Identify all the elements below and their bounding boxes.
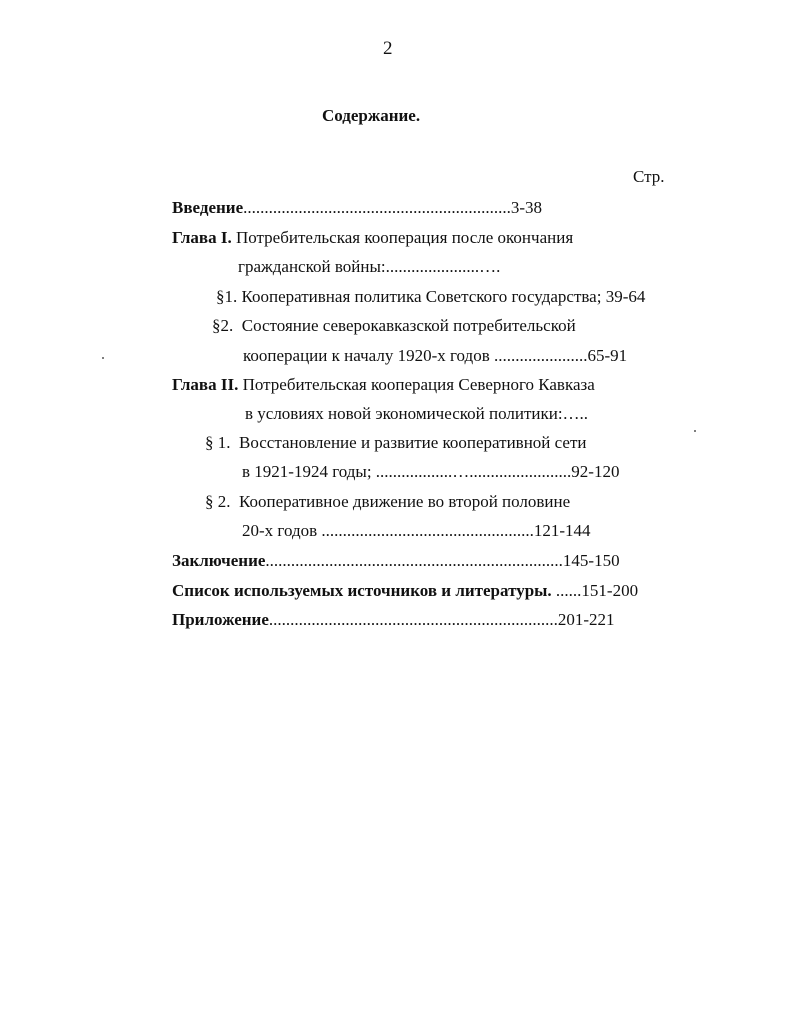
toc-appendix-label: Приложение [172,610,269,629]
toc-ch2-section-2-line2: 20-х годов ..................................................121-144 [242,521,591,540]
toc-entry-appendix [172,610,615,630]
toc-ch1-section-2-line2: кооперации к началу 1920-х годов ......................65-91 [243,346,628,365]
toc-sources-leader: ...... [551,581,582,600]
page-number: 2 [383,38,393,59]
toc-appendix-pages: 201-221 [557,610,615,629]
toc-conclusion-label: Заключение [172,551,266,570]
toc-entry-chapter-1 [172,228,573,248]
toc-ch2-section-1-line2: в 1921-1924 годы; ..................…........................92-120 [242,462,620,481]
toc-entry-sources [172,581,638,601]
toc-sources-pages: 151-200 [581,581,639,600]
toc-ch1-title-line1: Потребительская кооперация после окончания [231,228,574,247]
page-column-header: Стр. [633,167,665,186]
toc-conclusion-pages: 145-150 [562,551,620,570]
toc-entry-conclusion [172,551,620,571]
toc-intro-pages: 3-38 [510,198,543,217]
toc-ch2-title-line1: Потребительская кооперация Северного Кавказа [238,375,595,394]
scan-speck [694,430,696,432]
toc-ch1-title-line2: гражданской войны:......................…. [238,257,501,276]
toc-ch2-prefix: Глава II. [172,375,239,394]
toc-intro-label: Введение [172,198,244,217]
toc-sources-label: Список используемых источников и литературы. [172,581,552,600]
toc-entry-ch2-section-2: § 2. Кооперативное движение во второй половине [205,492,571,511]
toc-ch2-title-line2: в условиях новой экономической политики:….. [245,404,589,423]
toc-entry-ch1-section-1: §1. Кооперативная политика Советского государства; 39-64 [216,287,646,306]
page-title: Содержание. [322,106,421,125]
toc-ch1-prefix: Глава I. [172,228,232,247]
toc-appendix-leader: .................................................................... [268,610,558,629]
toc-conclusion-leader: ...................................................................... [265,551,563,570]
toc-entry-ch2-section-1: § 1. Восстановление и развитие кооперативной сети [205,433,587,452]
toc-entry-intro [172,198,542,218]
toc-intro-leader: ............................................................... [243,198,511,217]
toc-entry-ch1-section-2: §2. Состояние северокавказской потребительской [212,316,576,335]
toc-entry-chapter-2 [172,375,595,395]
scan-speck [102,357,104,359]
